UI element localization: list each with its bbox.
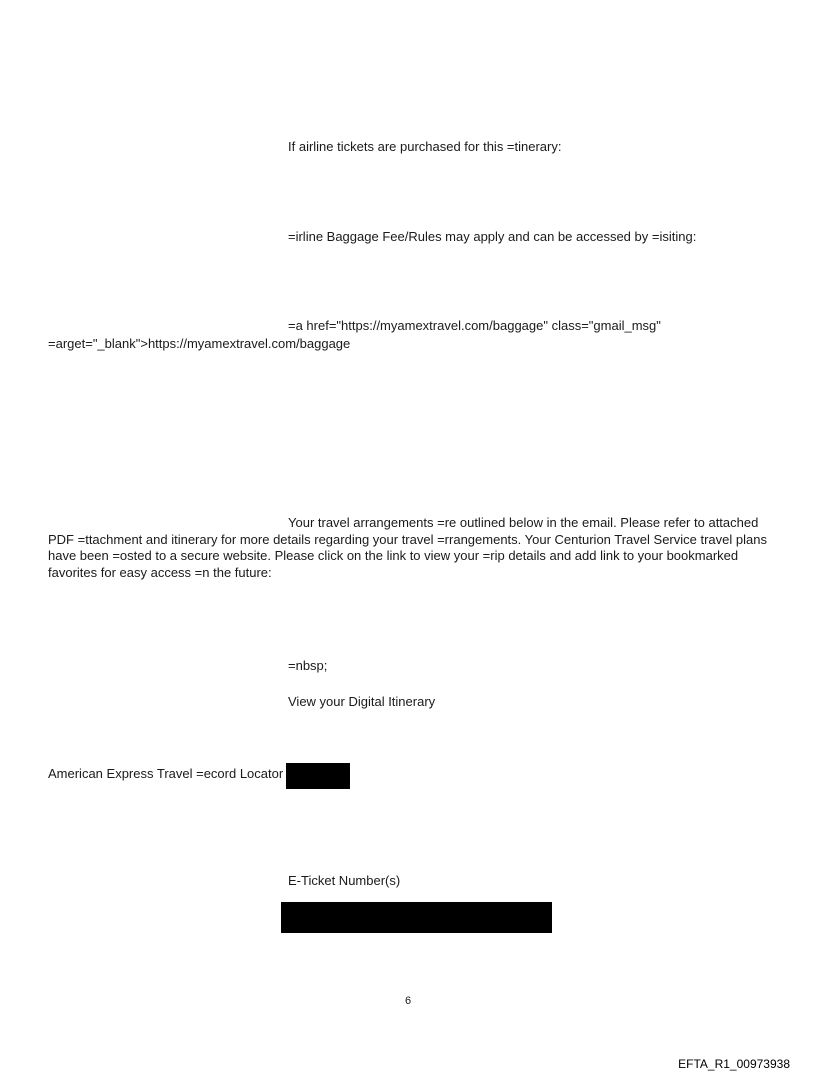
eticket-label: E-Ticket Number(s) — [288, 873, 401, 888]
view-digital-itinerary-link[interactable]: View your Digital Itinerary — [288, 694, 436, 709]
baggage-rules-line: =irline Baggage Fee/Rules may apply and can be accessed by =isiting: — [288, 229, 697, 244]
eticket-redaction — [281, 902, 552, 933]
baggage-href-line-2[interactable]: =arget="_blank">https://myamextravel.com/baggage — [48, 336, 351, 351]
travel-arrangements-paragraph — [48, 515, 778, 581]
baggage-href-line-1: =a href="https://myamextravel.com/baggage" class="gmail_msg" — [288, 318, 661, 333]
document-id: EFTA_R1_00973938 — [678, 1057, 790, 1071]
page-number: 6 — [404, 995, 412, 1007]
airline-tickets-line: If airline tickets are purchased for this =tinerary: — [288, 139, 562, 154]
record-locator-redaction — [286, 763, 350, 789]
arrangements-rest: attached PDF =ttachment and itinerary for more details regarding your travel =rrangements. Your Centurion Travel Service travel plans have been =osted to a secure website. Please click on the link to view your =rip details and add link to your bookmarked favorites for easy access =n the future: — [48, 515, 767, 580]
record-locator-label: American Express Travel =ecord Locator — [48, 766, 284, 781]
nbsp-line: =nbsp; — [288, 658, 328, 673]
arrangements-first-line: Your travel arrangements =re outlined below in the email. Please refer to — [288, 515, 705, 530]
